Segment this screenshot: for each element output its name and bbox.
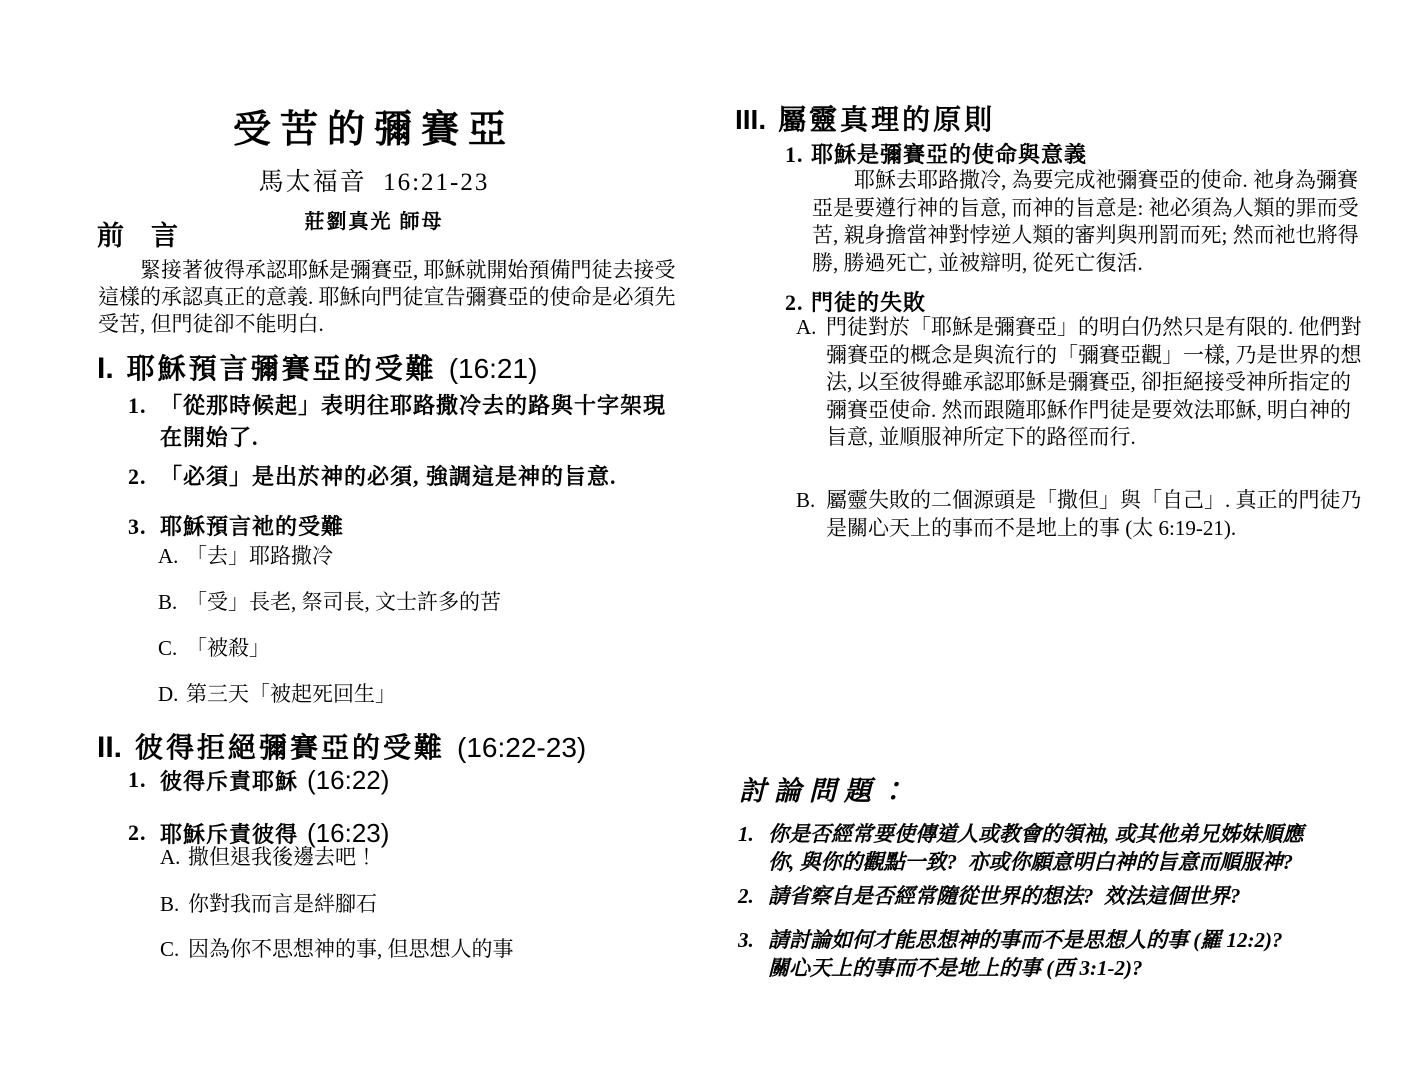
item-letter: C.	[158, 636, 178, 660]
item-letter: B.	[160, 892, 180, 916]
item-text: 耶穌預言祂的受難	[160, 514, 345, 539]
section-ii-sub-c	[160, 936, 685, 963]
item-number: 2.	[128, 820, 147, 845]
doc-title: 受苦的彌賽亞	[232, 109, 515, 151]
section-i-heading	[97, 347, 537, 387]
item-text: 因為你不思想神的事, 但思想人的事	[188, 937, 514, 961]
item-number: 1.	[785, 142, 804, 167]
section-i-item-2	[128, 461, 683, 493]
item-text: 門徒對於「耶穌是彌賽亞」的明白仍然只是有限的. 他們對彌賽亞的概念是與流行的「彌賽亞觀」一樣, 乃是世界的想法, 以至彼得雖承認耶穌是彌賽亞, 卻拒絕接受神所指定的彌賽亞使命. 然而跟隨耶穌作門徒是要效法耶穌, 明白神的旨意, 並順服神所定下的路徑而行.	[826, 315, 1362, 449]
preface-paragraph: 緊接著彼得承認耶穌是彌賽亞, 耶穌就開始預備門徒去接受這樣的承認真正的意義. 耶穌向門徒宣告彌賽亞的使命是必須先受苦, 但門徒卻不能明白.	[98, 258, 676, 336]
item-text-main: 耶穌斥責彼得	[160, 822, 299, 847]
section-ii-numeral: II.	[97, 731, 123, 764]
section-ii-item-1	[128, 764, 683, 798]
question-number: 3.	[738, 928, 754, 952]
section-iii-sub-a	[796, 314, 1364, 452]
section-ii-heading	[97, 726, 586, 766]
item-text: 你對我而言是絆腳石	[188, 892, 377, 916]
item-letter: D.	[158, 682, 179, 706]
question-text: 請省察自是否經常隨從世界的想法? 效法這個世界?	[768, 884, 1241, 908]
item-text: 撒但退我後邊去吧！	[188, 845, 377, 869]
section-i-sub-b	[158, 589, 683, 616]
section-iii-numeral: III.	[735, 104, 767, 135]
item-text-main: 彼得斥責耶穌	[160, 769, 299, 794]
question-text: 你是否經常要使傳道人或教會的領袖, 或其他弟兄姊妹順應你, 與你的觀點一致? 亦或你願意明白神的旨意而順服神?	[768, 822, 1304, 874]
item-heading: 耶穌是彌賽亞的使命與意義	[811, 142, 1088, 167]
item-text: 屬靈失敗的二個源頭是「撒但」與「自己」. 真正的門徒乃是關心天上的事而不是地上的事 (太 6:19-21).	[826, 488, 1362, 540]
section-i-sub-c	[158, 635, 683, 662]
item-heading: 門徒的失敗	[811, 290, 927, 315]
section-iii-sub-b	[796, 487, 1364, 542]
preface-heading: 前 言	[97, 221, 178, 251]
title-block	[98, 98, 650, 234]
item-scripture-ref: (16:23)	[307, 818, 390, 848]
item-text: 第三天「被起死回生」	[186, 682, 396, 706]
section-ii-title: 彼得拒絕彌賽亞的受難	[135, 733, 446, 764]
section-iii-heading	[735, 98, 995, 138]
discussion-question-3	[738, 926, 1313, 982]
discussion-question-2	[738, 882, 1313, 910]
item-number: 1.	[128, 393, 147, 418]
item-text	[160, 764, 683, 798]
doc-subtitle: 馬太福音 16:21-23	[258, 169, 490, 196]
item-text: 「去」耶路撒冷	[186, 544, 333, 568]
item-number: 2.	[785, 290, 804, 315]
item-letter: A.	[796, 315, 817, 339]
section-i-ref: (16:21)	[448, 353, 538, 384]
item-letter: A.	[158, 544, 179, 568]
section-i-numeral: I.	[97, 352, 114, 385]
question-number: 1.	[738, 822, 754, 846]
item-text: 「受」長老, 祭司長, 文士許多的苦	[186, 590, 501, 614]
section-ii-sub-a	[160, 844, 685, 871]
item-text: 「從那時候起」表明往耶路撒冷去的路與十字架現在開始了.	[160, 393, 667, 450]
section-i-item-3	[128, 511, 683, 543]
question-text: 請討論如何才能思想神的事而不是思想人的事 (羅 12:2)? 關心天上的事而不是地上的事 (西 3:1-2)?	[768, 928, 1293, 980]
section-iii-item-1-body: 耶穌去耶路撒冷, 為要完成祂彌賽亞的使命. 祂身為彌賽亞是要遵行神的旨意, 而神的旨意是: 祂必須為人類的罪而受苦, 親身擔當神對悖逆人類的審判與刑罰而死; 然而祂也將得勝, 勝過死亡, 並被辯明, 從死亡復活.	[812, 168, 1359, 275]
section-iii-title: 屬靈真理的原則	[778, 105, 996, 136]
doc-author: 莊劉真光 師母	[304, 211, 444, 233]
item-number: 1.	[128, 767, 147, 792]
item-number: 2.	[128, 464, 147, 489]
item-scripture-ref: (16:22)	[307, 765, 390, 795]
section-ii-ref: (16:22-23)	[457, 732, 587, 763]
item-letter: B.	[158, 590, 178, 614]
section-i-title: 耶穌預言彌賽亞的受難	[126, 354, 437, 385]
discussion-heading: 討論問題：	[739, 776, 914, 806]
item-letter: C.	[160, 937, 180, 961]
item-number: 3.	[128, 514, 147, 539]
item-text: 「必須」是出於神的必須, 強調這是神的旨意.	[160, 464, 617, 489]
item-letter: B.	[796, 488, 816, 512]
item-letter: A.	[160, 845, 181, 869]
discussion-question-1	[738, 820, 1313, 876]
section-i-sub-d	[158, 681, 683, 708]
question-number: 2.	[738, 884, 754, 908]
item-text: 「被殺」	[186, 636, 270, 660]
section-ii-sub-b	[160, 891, 685, 918]
section-i-sub-a	[158, 543, 683, 570]
section-i-item-1	[128, 390, 683, 454]
